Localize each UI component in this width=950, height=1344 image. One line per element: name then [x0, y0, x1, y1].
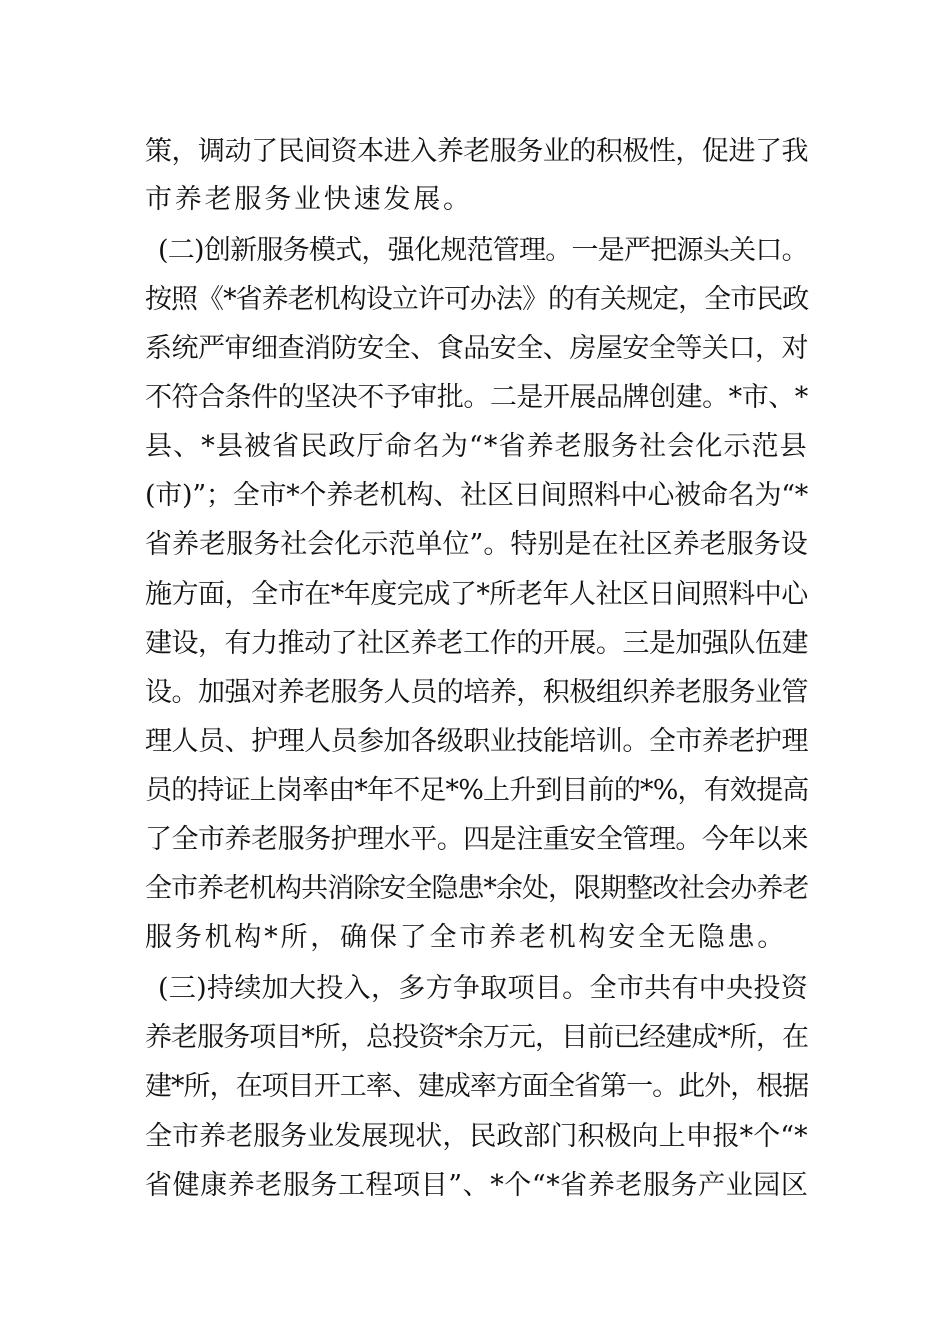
text-line: 建设，有力推动了社区养老工作的开展。三是加强队伍建 [145, 628, 808, 659]
text-line: 系统严审细查消防安全、食品安全、房屋安全等关口，对 [145, 333, 808, 364]
text-line: 省养老服务社会化示范单位”。特别是在社区养老服务设 [145, 529, 808, 560]
text-line: 养老服务项目*所，总投资*余万元，目前已经建成*所，在 [145, 1022, 809, 1053]
text-line: 施方面，全市在*年度完成了*所老年人社区日间照料中心 [145, 579, 808, 610]
text-line: 员的持证上岗率由*年不足*%上升到目前的*%，有效提高 [145, 775, 809, 806]
text-line: 县、*县被省民政厅命名为“*省养老服务社会化示范县 [145, 431, 808, 462]
text-line: 全市养老机构共消除安全隐患*余处，限期整改社会办养老 [145, 873, 809, 904]
section-heading-line: (三)持续加大投入，多方争取项目。全市共有中央投资 [158, 973, 809, 1004]
text-line: 了全市养老服务护理水平。四是注重安全管理。今年以来 [145, 824, 808, 855]
text-line: 全市养老服务业发展现状，民政部门积极向上申报*个“* [145, 1121, 808, 1152]
section-heading-line: (二)创新服务模式，强化规范管理。一是严把源头关口。 [158, 235, 808, 266]
text-line: 不符合条件的坚决不予审批。二是开展品牌创建。*市、* [145, 382, 808, 413]
text-line: 策，调动了民间资本进入养老服务业的积极性，促进了我 [145, 136, 808, 167]
text-line: 理人员、护理人员参加各级职业技能培训。全市养老护理 [145, 726, 808, 757]
text-line: (市)”；全市*个养老机构、社区日间照料中心被命名为“* [145, 480, 809, 511]
text-line: 市养老服务业快速发展。 [145, 184, 473, 215]
text-line: 按照《*省养老机构设立许可办法》的有关规定，全市民政 [145, 284, 809, 315]
text-line: 服务机构*所，确保了全市养老机构安全无隐患。 [145, 922, 788, 953]
text-line: 建*所，在项目开工率、建成率方面全省第一。此外，根据 [145, 1071, 809, 1102]
text-line: 设。加强对养老服务人员的培养，积极组织养老服务业管 [145, 677, 808, 708]
text-line: 省健康养老服务工程项目”、*个“*省养老服务产业园区 [145, 1170, 809, 1201]
